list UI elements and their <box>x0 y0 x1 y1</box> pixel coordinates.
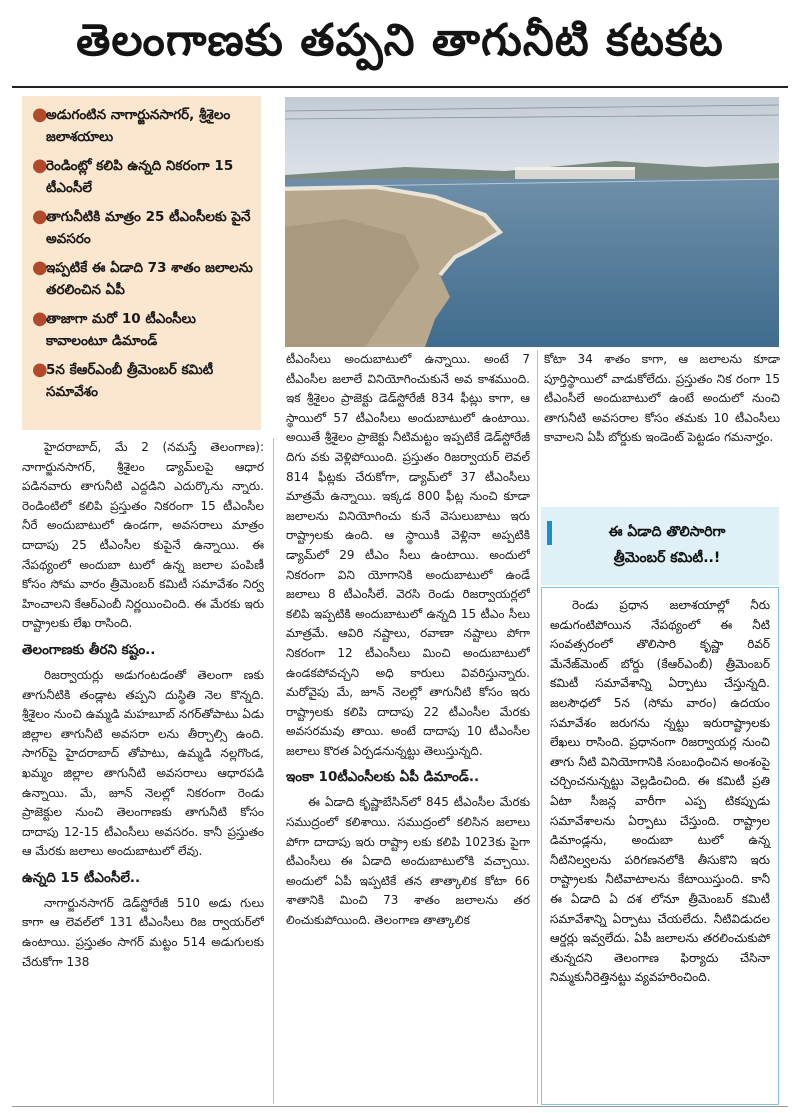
highlight-item: ● తాజాగా మరో 10 టీఎంసీలు కావాలంటూ డిమాండ్ <box>32 308 196 349</box>
bullet-icon: ● <box>32 104 48 125</box>
sidebar-header <box>541 507 779 585</box>
sidebar-paragraph: రెండు ప్రధాన జలాశయాల్లో నీరు అడుగంటిపోయిన నేపథ్యంలో ఈ నీటి సంవత్సరంలో తొలిసారి కృష్ణా రివర్ మేనేజ్‌మెంట్ బోర్డు (కేఆర్‌ఎంబీ) త్రీమెంబర్ కమిటీ సమావేశాన్ని ఏర్పాటు చేస్తున్నది. జలసౌధలో 5న (సోమ వారం) ఉదయం సమావేశం జరుగను న్నట్టు ఇరురాష్ట్రాలకు లేఖలు రాసింది. ప్రధానంగా రిజర్వాయర్ల నుంచి తాగు నీటి వినియోగానికి సంబంధించిన అంశంపై చర్చించనున్నట్టు వెల్లడించింది. ఈ కమిటీ ప్రతి ఏటా సీజన్ల వారీగా ఎప్ప టికప్పుడు సమావేశాలను ఏర్పాటు చేస్తుంది. రాష్ట్రాల డిమాండ్లను, అందుబా టులో ఉన్న నీటినిల్వలను పరిగణనలోకి తీసుకొని ఇరు రాష్ట్రాలకు నీటివాటాలను కేటాయిస్తుంది. కానీ ఈ ఏడాది ఏ దశ లోనూ త్రీమెంబర్ కమిటీ సమావేశాన్ని ఏర్పాటు చేయలేదు. నీటివిడుదల ఆర్డర్లు ఇవ్వలేదు. ఏపీ జలాలను తరలించుకుపో తున్నదని తెలంగాణ ఫిర్యాదు చేసినా నిమ్మకునీరెత్తినట్టు వ్యవహరించింది. <box>550 598 770 985</box>
bottom-rule <box>12 1106 788 1107</box>
highlight-item: ● 5న కేఆర్‌ఎంబీ త్రీమెంబర్ కమిటీ సమావేశం <box>32 359 214 400</box>
article-paragraph: రిజర్వాయర్లు అడుగంటడంతో తెలంగా ణకు తాగునీటికి తండ్లాట తప్పని దుస్థితి నెల కొన్నది. శ్రీశైలం నుంచి ఉమ్మడి మహబూబ్ నగర్‌తోపాటు ఏడు జిల్లాల తాగునీటి అవసరా లను తీర్చాల్సి ఉంది. సాగర్‌పై హైదరాబాద్ తోపాటు, ఉమ్మడి నల్లగొండ, ఖమ్మం జిల్లాల తాగునీటి అవసరాలు ఆధారపడి ఉన్నాయి. మే, జూన్ నెలల్లో నికరంగా రెండు ప్రాజెక్టుల నుంచి తెలంగాణకు తాగునీటి కోసం దాదాపు 12-15 టీఎంసీలు అవసరం. కానీ ప్రస్తుతం ఆ మేరకు జలాలు అందుబాటులో లేవు. <box>22 667 264 859</box>
article-paragraph: టీఎంసీలు అందుబాటులో ఉన్నాయి. అంటే 7 టీఎంసీల జలాలే వినియోగించుకునే అవ కాశముంది. ఇక శ్రీశైలం ప్రాజెక్టు డెడ్‌స్టోరేజీ 834 ఫీట్లు కాగా, ఆ స్థాయిలో 57 టీఎంసీలు అందుబాటులో ఉంటాయి. అయితే శ్రీశైలం ప్రాజెక్టు నీటిమట్టం ఇప్పటికే డెడ్‌స్టోరేజీ దిగు వకు వెళ్లిపోయింది. ప్రస్తుతం రిజర్వాయర్ లెవల్ 814 ఫీట్లకు చేరుకోగా, డ్యామ్‌లో 37 టీఎంసీలు మాత్రమే ఉన్నాయి. ఇక్కడ 800 ఫీట్ల నుంచి కూడా జలాలను వినియోగించు కునే వెసులుబాటు ఇరు రాష్ట్రాలకు ఉంది. ఆ స్థాయికి వెళ్లినా అప్పటికి డ్యామ్‌లో 29 టీఎం సీలు ఉంటాయి. అందులో నికరంగా విని యోగానికి అందుబాటులో ఉండే జలాలు 8 టీఎంసీలే. వెరసి రెండు రిజర్వాయర్లలో కలిపి ఇప్పటికి అందుబాటులో ఉన్నది 15 టీఎం సీలు మాత్రమే. ఆవిరి నష్టాలు, రవాణా నష్టాలు పోగా నికరంగా 12 టీఎంసీలు మించి అందుబాటులో ఉండకపోవచ్చని అధి కారులు వివరిస్తున్నారు. మరోవైపు మే, జూన్ నెలల్లో తాగునీటి కోసం ఇరు రాష్ట్రాలకు కలిపి దాదాపు 22 టీఎంసీల మేరకు అవసరమవు తాయి. అంటే దాదాపు 10 టీఎంసీల జలాలు కొరత ఏర్పడనున్నట్టు తెలుస్తున్నది. <box>286 352 530 758</box>
column-divider <box>537 350 538 1104</box>
sidebar-body <box>541 587 779 1105</box>
article-paragraph: ఈ ఏడాది కృష్ణాబేసిన్‌లో 845 టీఎంసీల మేరకు సముద్రంలో కలిశాయి. సముద్రంలో కలిసిన జలాలు పోగా దాదాపు ఇరు రాష్ట్రా లకు కలిపి 1023కు పైగా టీఎంసీలు ఈ ఏడాది అందుబాటులోకి వచ్చాయి. అందులో ఏపీ ఇప్పటికే తన తాత్కాలిక కోటా 66 శాతానికి మించి 73 శాతం జలాలను తర లించుకుపోయింది. తెలంగాణ తాత్కాలిక <box>286 795 530 928</box>
highlight-item: ● తాగునీటికి మాత్రం 25 టీఎంసీలకు పైనే అవసరం <box>32 206 251 247</box>
column-divider <box>273 438 274 1104</box>
highlight-item: ● రెండింట్లో కలిపి ఉన్నది నికరంగా 15 టీఎంసీలే <box>32 155 234 196</box>
reservoir-photo-illustration <box>285 97 779 347</box>
bullet-icon: ● <box>32 308 48 329</box>
highlight-item: ● అడుగంటిన నాగార్జునసాగర్, శ్రీశైలం జలాశయాలు <box>32 104 231 145</box>
section-subhead: ఉన్నది 15 టీఎంసీలే.. <box>22 869 141 886</box>
bullet-icon: ● <box>32 257 48 278</box>
headline: తెలంగాణకు తప్పని తాగునీటి కటకట <box>76 15 724 66</box>
sidebar-accent-bar <box>547 521 552 545</box>
bullet-icon: ● <box>32 155 48 176</box>
article-column-2 <box>286 350 530 1106</box>
highlight-item: ● ఇప్పటికే ఈ ఏడాది 73 శాతం జలాలను తరలించిన ఏపీ <box>32 257 253 298</box>
bullet-icon: ● <box>32 206 48 227</box>
article-paragraph: నాగార్జునసాగర్ డెడ్‌స్టోరేజీ 510 అడు గులు కాగా ఆ లెవల్‌లో 131 టీఎంసీలు రిజ ర్వాయర్‌లో ఉంటాయి. ప్రస్తుతం సాగర్ మట్టం 514 అడుగులకు చేరుకోగా 138 <box>22 895 264 969</box>
article-column-3 <box>544 350 780 500</box>
bullet-icon: ● <box>32 359 48 380</box>
section-subhead: తెలంగాణకు తీరని కష్టం.. <box>22 641 156 658</box>
headline-rule <box>12 86 788 88</box>
section-subhead: ఇంకా 10టీఎంసీలకు ఏపీ డిమాండ్.. <box>286 769 480 786</box>
sidebar-title-line-2: త్రీమెంబర్ కమిటీ..! <box>613 550 721 566</box>
reservoir-photo <box>285 97 779 347</box>
sidebar-title-line-1: ఈ ఏడాది తొలిసారిగా <box>608 524 726 540</box>
sidebar-box <box>541 507 779 985</box>
article-paragraph: కోటా 34 శాతం కాగా, ఆ జలాలను కూడా పూర్తిస్థాయిలో వాడుకోలేదు. ప్రస్తుతం నిక రంగా 15 టీఎంసీలే అందుబాటులో ఉంటే అందులో నుంచి తాగునీటి అవసరాల కోసం తమకు 10 టీఎంసీలు కావాలని ఏపీ బోర్డుకు ఇండెంట్ పెట్టడం గమనార్హం. <box>544 352 780 445</box>
article-column-1 <box>22 438 264 1106</box>
highlights-box <box>22 96 261 430</box>
article-paragraph: హైదరాబాద్, మే 2 (నమస్తే తెలంగాణ): నాగార్జునసాగర్, శ్రీశైలం డ్యామ్‌లపై ఆధార పడినవారు తాగునీటి ఎద్దడిని ఎదుర్కొను న్నారు. రెండింటిలో కలిపి ప్రస్తుతం నికరంగా 15 టీఎంసీల నీరే అందుబాటులో ఉండగా, అవసరాలు మాత్రం దాదాపు 25 టీఎంసీల కుపైనే ఉన్నాయి. ఈ నేపథ్యంలో అందుబా టులో ఉన్న జలాల పంపిణీ కోసం సోమ వారం త్రీమెంబర్ కమిటీ సమావేశం నిర్వ హించాలని కేఆర్‌ఎంబీ నిర్ణయించింది. ఈ మేరకు ఇరు రాష్ట్రాలకు లేఖ రాసింది. <box>22 440 264 631</box>
